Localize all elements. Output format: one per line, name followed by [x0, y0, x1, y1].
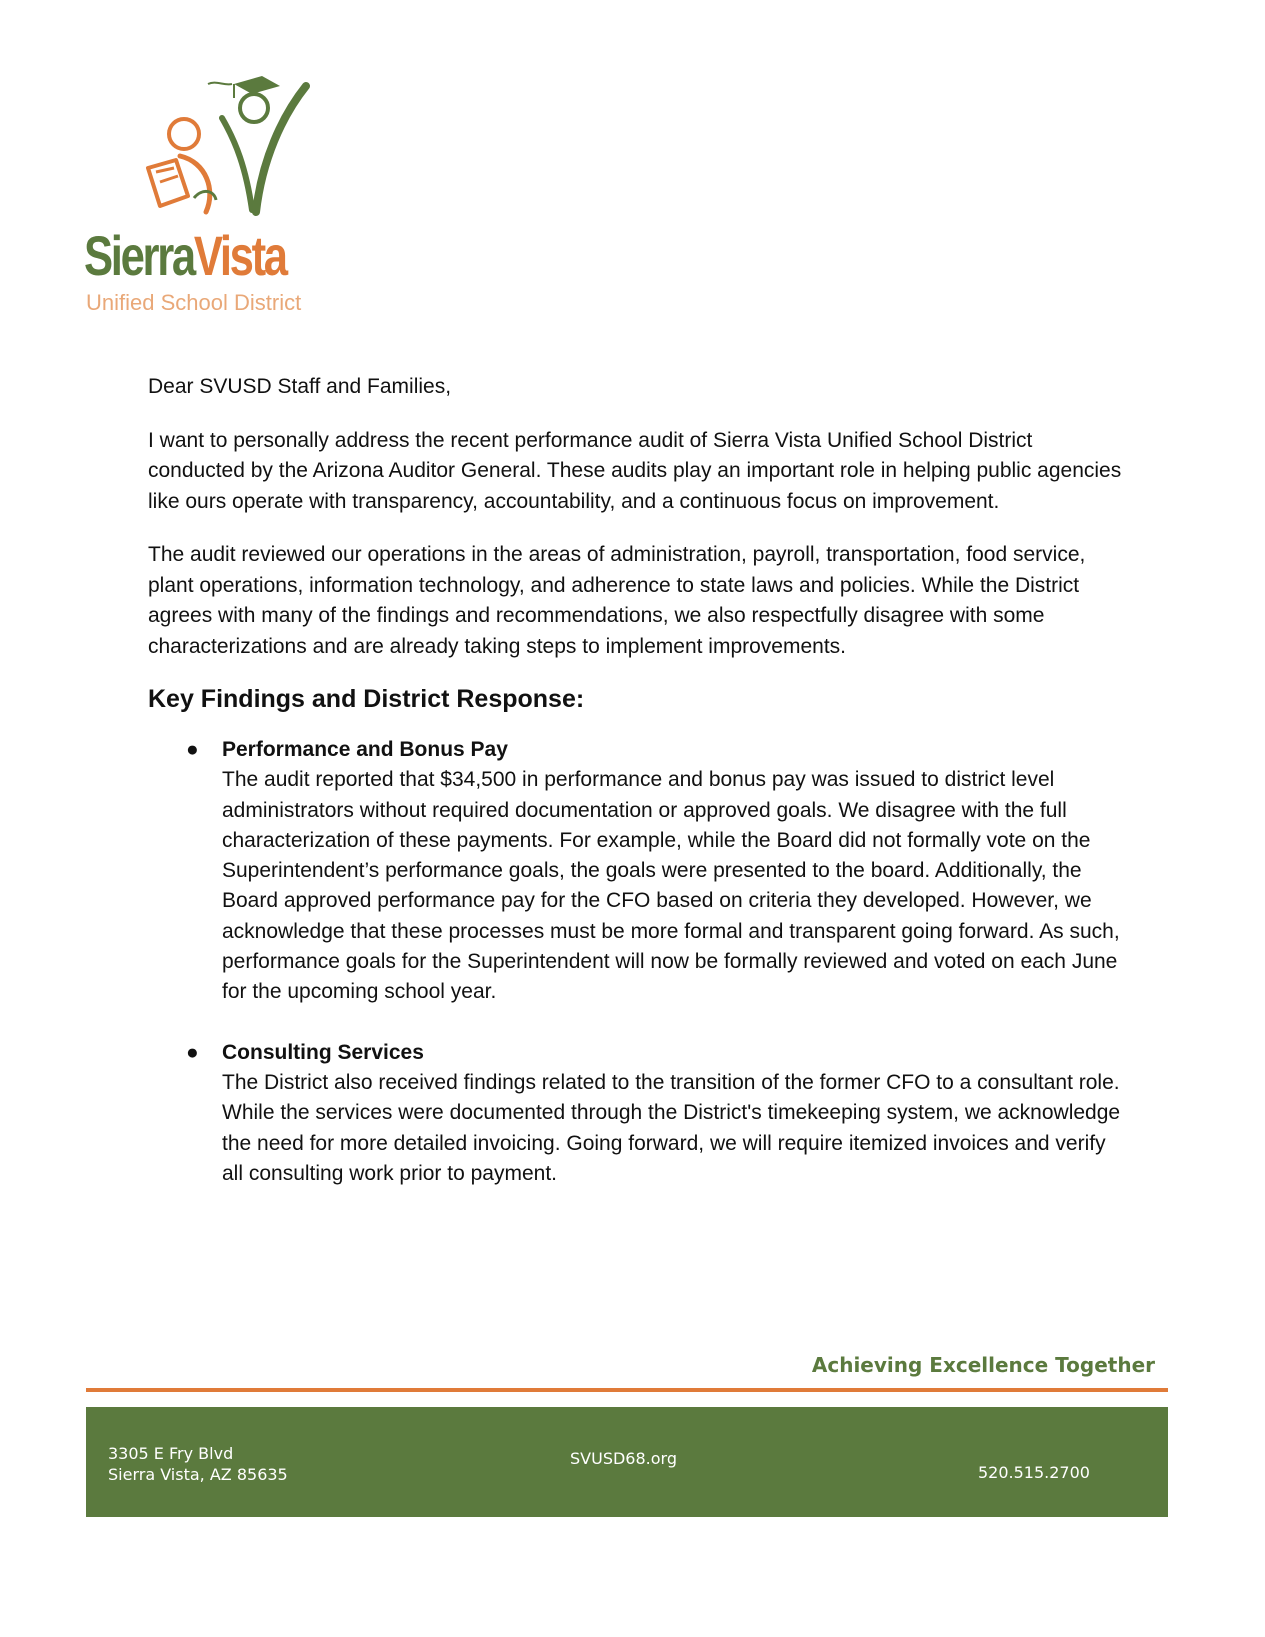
audit-scope-paragraph: The audit reviewed our operations in the areas of administration, payroll, transportation, food service, plant operations, information technology, and adherence to state laws and policies. While the District agrees with many of the findings and recommendations, we also respectfully disagree with some characterizations and are already taking steps to implement improvements.	[148, 543, 1086, 658]
intro-paragraph: I want to personally address the recent performance audit of Sierra Vista Unified School District conducted by the Arizona Auditor General. These audits play an important role in helping public agencies like ours operate with transparency, accountability, and a continuous focus on improvement.	[148, 428, 1122, 513]
district-logo	[84, 72, 324, 320]
footer-address	[108, 1443, 288, 1485]
footer-website: SVUSD68.org	[570, 1449, 677, 1468]
findings-list	[148, 735, 1123, 1189]
address-line: 3305 E Fry Blvd	[108, 1444, 234, 1463]
salutation: Dear SVUSD Staff and Families,	[148, 375, 452, 398]
address-line: Sierra Vista, AZ 85635	[108, 1465, 288, 1484]
footer-tagline: Achieving Excellence Together	[811, 1353, 1155, 1377]
logo-wordmark	[84, 224, 286, 287]
footer-divider	[86, 1388, 1168, 1392]
logo-word-sierra: Sierra	[84, 224, 194, 287]
footer-phone: 520.515.2700	[978, 1463, 1090, 1482]
letter-body	[148, 372, 1123, 1219]
section-heading: Key Findings and District Response:	[148, 685, 585, 713]
finding-body: The District also received findings related to the transition of the former CFO to a consultant role. While the services were documented through the District's timekeeping system, we acknowledge the need for more detailed invoicing. Going forward, we will require itemized invoices and verify all consulting work prior to payment.	[222, 1070, 1121, 1185]
footer-bar	[86, 1407, 1168, 1517]
bullet-icon: ●	[186, 738, 199, 761]
list-item	[148, 735, 1123, 1008]
finding-title: Consulting Services	[222, 1040, 424, 1064]
student-graduate-icon	[84, 72, 324, 232]
logo-subtitle: Unified School District	[86, 290, 302, 315]
finding-body: The audit reported that $34,500 in performance and bonus pay was issued to district level administrators without required documentation or approved goals. We disagree with the full characterization of these payments. For example, while the Board did not formally vote on the Superintendent’s performance goals, the goals were presented to the board. Additionally, the Board approved performance pay for the CFO based on criteria they developed. However, we acknowledge that these processes must be more formal and transparent going forward. As such, performance goals for the Superintendent will now be formally reviewed and voted on each June for the upcoming school year.	[222, 768, 1120, 1004]
logo-word-vista: Vista	[193, 224, 286, 287]
bullet-icon: ●	[186, 1040, 199, 1064]
finding-title: Performance and Bonus Pay	[222, 738, 508, 761]
list-item	[148, 1038, 1123, 1189]
